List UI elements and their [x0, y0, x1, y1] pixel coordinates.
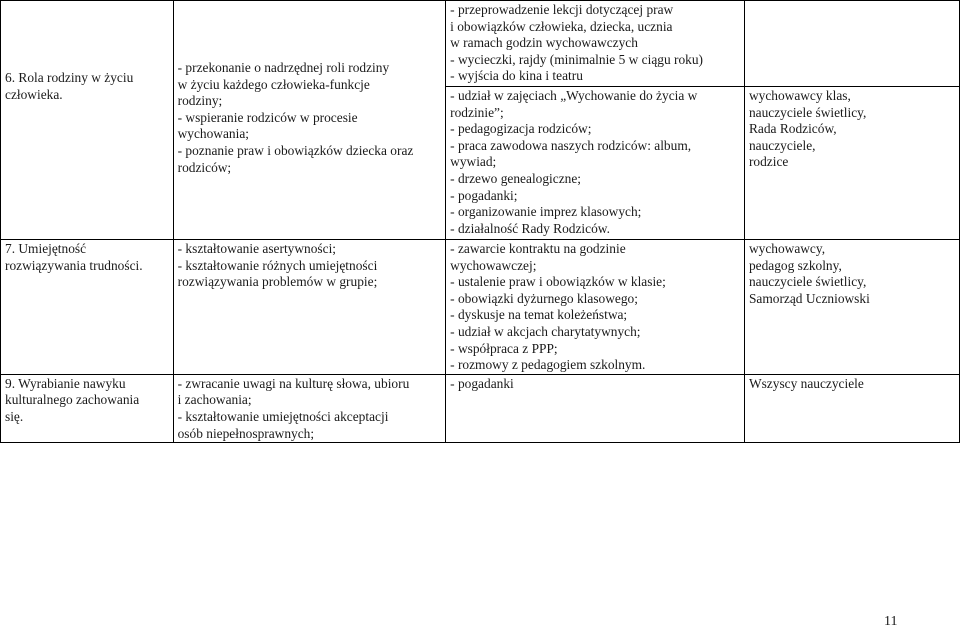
- text-line: i zachowania;: [177, 392, 252, 408]
- text-line: nauczyciele,: [748, 137, 816, 153]
- text-line: - kształtowanie umiejętności akceptacji: [177, 408, 389, 424]
- topic-cell: [1, 240, 174, 375]
- text-line: - pogadanki;: [450, 187, 518, 203]
- text-line: - rozmowy z pedagogiem szkolnym.: [450, 357, 646, 373]
- text-line: kulturalnego zachowania: [5, 392, 140, 408]
- text-line: nauczyciele świetlicy,: [748, 104, 867, 120]
- text-line: wychowawczej;: [450, 257, 537, 273]
- table-row: [1, 374, 960, 442]
- goals-cell: [173, 374, 446, 442]
- text-line: - dyskusje na temat koleżeństwa;: [450, 307, 628, 323]
- text-line: wywiad;: [450, 154, 497, 170]
- text-line: rozwiązywania problemów w grupie;: [177, 274, 378, 290]
- text-line: - udział w akcjach charytatywnych;: [450, 323, 641, 339]
- text-line: Wszyscy nauczyciele: [748, 375, 864, 391]
- text-line: się.: [5, 408, 24, 424]
- text-line: - działalność Rady Rodziców.: [450, 220, 610, 236]
- text-line: wychowania;: [177, 126, 250, 142]
- text-line: rodziny;: [177, 93, 223, 109]
- text-line: Rada Rodziców,: [748, 121, 837, 137]
- text-line: - obowiązki dyżurnego klasowego;: [450, 290, 638, 306]
- text-line: i obowiązków człowieka, dziecka, ucznia: [450, 18, 673, 34]
- text-line: - wycieczki, rajdy (minimalnie 5 w ciągu roku): [450, 51, 704, 67]
- topic-cell: [1, 374, 174, 442]
- activities-cell: [446, 374, 745, 442]
- text-line: - udział w zajęciach „Wychowanie do życia w: [450, 88, 698, 103]
- text-line: wychowawcy klas,: [748, 88, 851, 103]
- activities-cell: [446, 240, 745, 375]
- text-line: wychowawcy,: [748, 241, 826, 256]
- responsible-cell: [744, 374, 959, 442]
- responsible-cell: [744, 1, 959, 87]
- text-line: - wspieranie rodziców w procesie: [177, 109, 358, 125]
- text-line: - ustalenie praw i obowiązków w klasie;: [450, 274, 666, 290]
- text-line: osób niepełnosprawnych;: [177, 425, 315, 441]
- text-line: - poznanie praw i obowiązków dziecka oraz: [177, 142, 414, 158]
- text-line: - zawarcie kontraktu na godzinie: [450, 241, 626, 256]
- responsible-cell: [744, 240, 959, 375]
- topic-cell: [1, 1, 174, 240]
- text-line: - przeprowadzenie lekcji dotyczącej praw: [450, 2, 674, 17]
- page-number: 11: [884, 614, 898, 629]
- text-line: 7. Umiejętność: [5, 241, 87, 256]
- goals-cell: [173, 240, 446, 375]
- text-line: rozwiązywania trudności.: [5, 257, 143, 273]
- text-line: rodzinie”;: [450, 104, 504, 120]
- text-line: - organizowanie imprez klasowych;: [450, 204, 642, 220]
- text-line: w ramach godzin wychowawczych: [450, 35, 638, 51]
- text-line: 9. Wyrabianie nawyku: [5, 375, 126, 391]
- text-line: - praca zawodowa naszych rodziców: album,: [450, 137, 692, 153]
- text-line: - wyjścia do kina i teatru: [450, 68, 583, 84]
- text-line: nauczyciele świetlicy,: [748, 274, 867, 290]
- activities-cell: [446, 1, 745, 87]
- table-row: [1, 240, 960, 375]
- text-line: - kształtowanie różnych umiejętności: [177, 257, 378, 273]
- text-line: rodzice: [748, 154, 789, 170]
- responsible-cell: [744, 87, 959, 240]
- text-line: w życiu każdego człowieka-funkcje: [177, 76, 370, 92]
- text-line: pedagog szkolny,: [748, 257, 842, 273]
- text-line: - przekonanie o nadrzędnej roli rodziny: [177, 60, 390, 75]
- text-line: - pedagogizacja rodziców;: [450, 121, 592, 137]
- text-line: rodziców;: [177, 159, 232, 175]
- goals-cell: [173, 1, 446, 240]
- activities-cell: [446, 87, 745, 240]
- text-line: Samorząd Uczniowski: [748, 290, 870, 306]
- text-line: - zwracanie uwagi na kulturę słowa, ubioru: [177, 375, 410, 391]
- table-row: [1, 1, 960, 87]
- text-line: 6. Rola rodziny w życiu: [5, 70, 134, 85]
- text-line: - współpraca z PPP;: [450, 340, 558, 356]
- text-line: - kształtowanie asertywności;: [177, 241, 337, 256]
- text-line: - drzewo genealogiczne;: [450, 170, 582, 186]
- text-line: - pogadanki: [450, 375, 514, 391]
- text-line: człowieka.: [5, 86, 63, 102]
